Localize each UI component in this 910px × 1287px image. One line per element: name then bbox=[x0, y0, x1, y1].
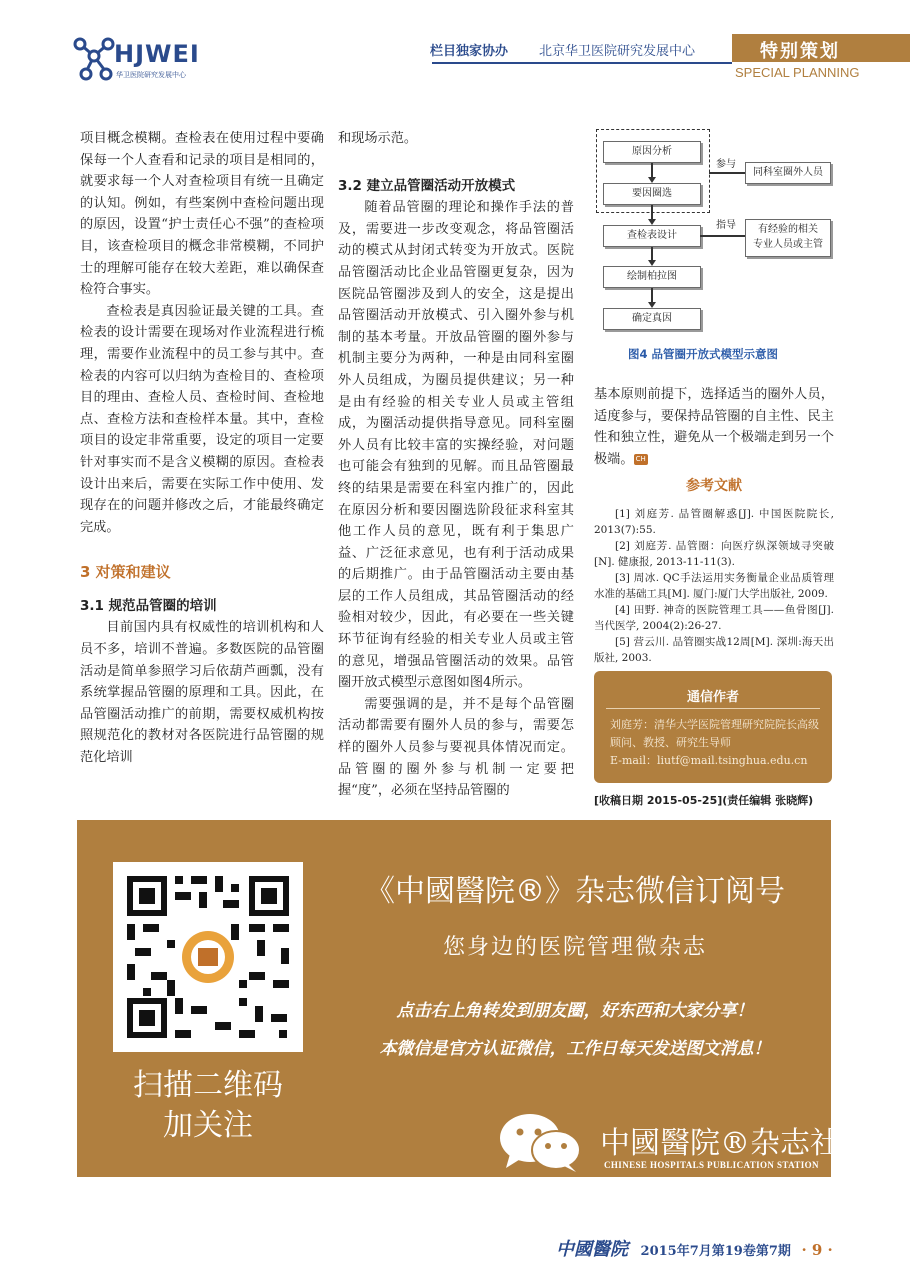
flow-step: 要因圈选 bbox=[603, 183, 701, 205]
logo-wordmark: HJWEI bbox=[114, 40, 200, 68]
scan-caption bbox=[113, 1066, 303, 1146]
correspondent-body bbox=[610, 716, 826, 770]
scan-caption-line: 加关注 bbox=[163, 1108, 253, 1143]
paragraph bbox=[594, 384, 834, 470]
reference-item: [5] 营云川. 品管圈实战12周[M]. 深圳:海天出版社, 2003. bbox=[594, 635, 834, 664]
footer-magazine: 中國醫院 bbox=[556, 1239, 628, 1260]
flow-arrow bbox=[651, 288, 653, 302]
correspondent-info: 刘庭芳：清华大学医院管理研究院院长高级顾问、教授、研究生导师 bbox=[610, 718, 819, 749]
connector-line bbox=[709, 172, 745, 174]
side-box-experts bbox=[745, 219, 831, 257]
column-label: 栏目独家协办 bbox=[430, 44, 509, 59]
banner-line: 点击右上角转发到朋友圈，好东西和大家分享！ bbox=[396, 1001, 754, 1021]
header-divider bbox=[432, 62, 732, 64]
flow-step: 绘制柏拉图 bbox=[603, 266, 701, 288]
paragraph: 项目概念模糊。查检表在使用过程中要确保每一个人查看和记录的项目是相同的，就要求每一个人对查检项目有统一且确定的认知。例如，有些案例中查检问题出现的原因，设置“护士责任心不强”的查检项目，该查检项目的概念非常模糊，不同护士的理解可能存在较大差距，难以确保查检符合事实。 bbox=[80, 131, 324, 298]
reference-item: [3] 周冰. QC手法运用实务衡量企业品质管理水准的基础工具[M]. 厦门:厦门大学出版社, 2009. bbox=[594, 571, 834, 600]
side-box-peers: 同科室圈外人员 bbox=[745, 162, 831, 184]
page-footer bbox=[556, 1235, 833, 1261]
flow-arrowhead bbox=[648, 219, 656, 225]
flow-step: 原因分析 bbox=[603, 141, 701, 163]
paragraph: 目前国内具有权威性的培训机构和人员不多，培训不普遍。多数医院的品管圈活动是简单参照学习后依葫芦画瓢，没有系统掌握品管圈的原理和工具。因此，在品管圈活动推广的前期，需要权威机构按照规范化的教材对各医院进行品管圈的规范化培训 bbox=[80, 620, 324, 766]
references-title: 参考文献 bbox=[686, 478, 742, 495]
section-heading: 3 对策和建议 bbox=[80, 563, 171, 582]
header-org: 北京华卫医院研究发展中心 bbox=[539, 44, 696, 59]
paragraph: 需要强调的是，并不是每个品管圈活动都需要有圈外人员的参与，需要怎样的圈外人员参与要视具体情况而定。品管圈的圈外参与机制一定要把握“度”，必须在坚持品管圈的 bbox=[338, 696, 574, 799]
publisher-name: 中國醫院®杂志社 bbox=[600, 1126, 840, 1161]
banner-line: 本微信是官方认证微信，工作日每天发送图文消息！ bbox=[379, 1039, 771, 1059]
side-box-line: 专业人员或主管 bbox=[753, 239, 823, 250]
paragraph: 查检表是真因验证最关键的工具。查检表的设计需要在现场对作业流程进行梳理，需要作业流程中的员工参与其中。查检表的内容可以归纳为查检目的、查检项目的理由、查检人员、查检时间、查检地点、查检方法和查检样本量。其中，查检项目的设定非常重要，设定的项目一定要针对事实而不是含义模糊的原因。查检表设计出来后，需要在实际工作中使用、发现存在的问题并修改之后，才能最终确定完成。 bbox=[80, 303, 324, 535]
flow-arrow bbox=[651, 247, 653, 260]
logo-subtitle: 华卫医院研究发展中心 bbox=[116, 71, 186, 79]
qr-code-icon bbox=[113, 862, 303, 1052]
reference-item: [2] 刘庭芳. 品管圈：向医疗纵深领域寻突破[N]. 健康报, 2013-11-11(3). bbox=[594, 539, 834, 568]
side-box-line: 有经验的相关 bbox=[758, 224, 818, 235]
flow-step: 确定真因 bbox=[603, 308, 701, 330]
end-mark: CH bbox=[635, 454, 646, 463]
text-column-3 bbox=[594, 384, 834, 666]
paragraph: 和现场示范。 bbox=[338, 131, 418, 146]
figure-caption: 图4 品管圈开放式模型示意图 bbox=[628, 347, 779, 361]
connector-line bbox=[700, 235, 745, 237]
correspondent-email: E-mail：liutf@mail.tsinghua.edu.cn bbox=[610, 754, 808, 767]
banner-title: 《中國醫院®》杂志微信订阅号 bbox=[365, 874, 785, 909]
flow-arrow bbox=[651, 163, 653, 177]
paragraph: 随着品管圈的理论和操作手法的普及，需要进一步改变观念，将品管圈活动的模式从封闭式转变为开放式。医院品管圈活动比企业品管圈更复杂，因为医院品管圈涉及到人的安全，这是提出品管圈活动开放模式、引入圈外参与机制的基本考量。开放品管圈的圈外参与机制主要分为两种，一种是由同科室圈外人员组成，为圈员提供建议；另一种是由有经验的相关专业人员或主管组成，为圈活动提供指导意见。同科室圈外人员有比较丰富的实操经验，对问题也可能会有独到的见解。而且品管圈最终的结果是需要在科室内推广的，因此在原因分析和要因圈选阶段征求科室其他工作人员的意见，既有利于集思广益、广泛征求意见，也有利于活动成果的后期推广。由于品管圈活动主要由基层的工作人员组成，其品管圈活动的经验相对较少，因此，有必要在一些关键环节征询有经验的相关专业人员或主管的意见，增强品管圈活动的效果。品管圈开放式模型示意图如图4所示。 bbox=[338, 200, 574, 691]
label-guide: 指导 bbox=[716, 220, 736, 231]
flow-arrowhead bbox=[648, 302, 656, 308]
qr-code-frame bbox=[113, 862, 303, 1052]
section-tag-cn: 特别策划 bbox=[760, 41, 840, 62]
correspondent-title: 通信作者 bbox=[686, 690, 739, 705]
text-column-2 bbox=[338, 128, 574, 802]
reference-item: [4] 田野. 神奇的医院管理工具——鱼骨图[J]. 当代医学, 2004(2):26-27. bbox=[594, 603, 834, 632]
subsection-heading: 3.2 建立品管圈活动开放模式 bbox=[338, 177, 516, 194]
footer-issue: 2015年7月第19卷第7期 bbox=[640, 1244, 791, 1259]
paragraph-text: 基本原则前提下，选择适当的圈外人员，适度参与，要保持品管圈的自主性、民主性和独立性，避免从一个极端走到另一个极端。 bbox=[594, 387, 834, 467]
correspondent-divider bbox=[606, 708, 820, 709]
text-column-1 bbox=[80, 128, 324, 769]
reference-item: [1] 刘庭芳. 品管圈解惑[J]. 中国医院院长, 2013(7):55. bbox=[594, 507, 834, 536]
scan-caption-line: 扫描二维码 bbox=[133, 1068, 283, 1103]
label-join: 参与 bbox=[716, 159, 736, 170]
received-date: [收稿日期 2015-05-25](责任编辑 张晓辉) bbox=[594, 794, 814, 807]
flow-step: 查检表设计 bbox=[603, 225, 701, 247]
section-tag-en: SPECIAL PLANNING bbox=[735, 65, 860, 80]
flow-arrowhead bbox=[648, 260, 656, 266]
subsection-heading: 3.1 规范品管圈的培训 bbox=[80, 597, 217, 614]
flow-arrowhead bbox=[648, 177, 656, 183]
banner-subtitle: 您身边的医院管理微杂志 bbox=[442, 935, 707, 960]
publisher-name-en: CHINESE HOSPITALS PUBLICATION STATION bbox=[604, 1160, 819, 1170]
wechat-icon bbox=[498, 1112, 582, 1174]
flow-arrow bbox=[651, 205, 653, 219]
page-number: · 9 · bbox=[801, 1241, 833, 1259]
